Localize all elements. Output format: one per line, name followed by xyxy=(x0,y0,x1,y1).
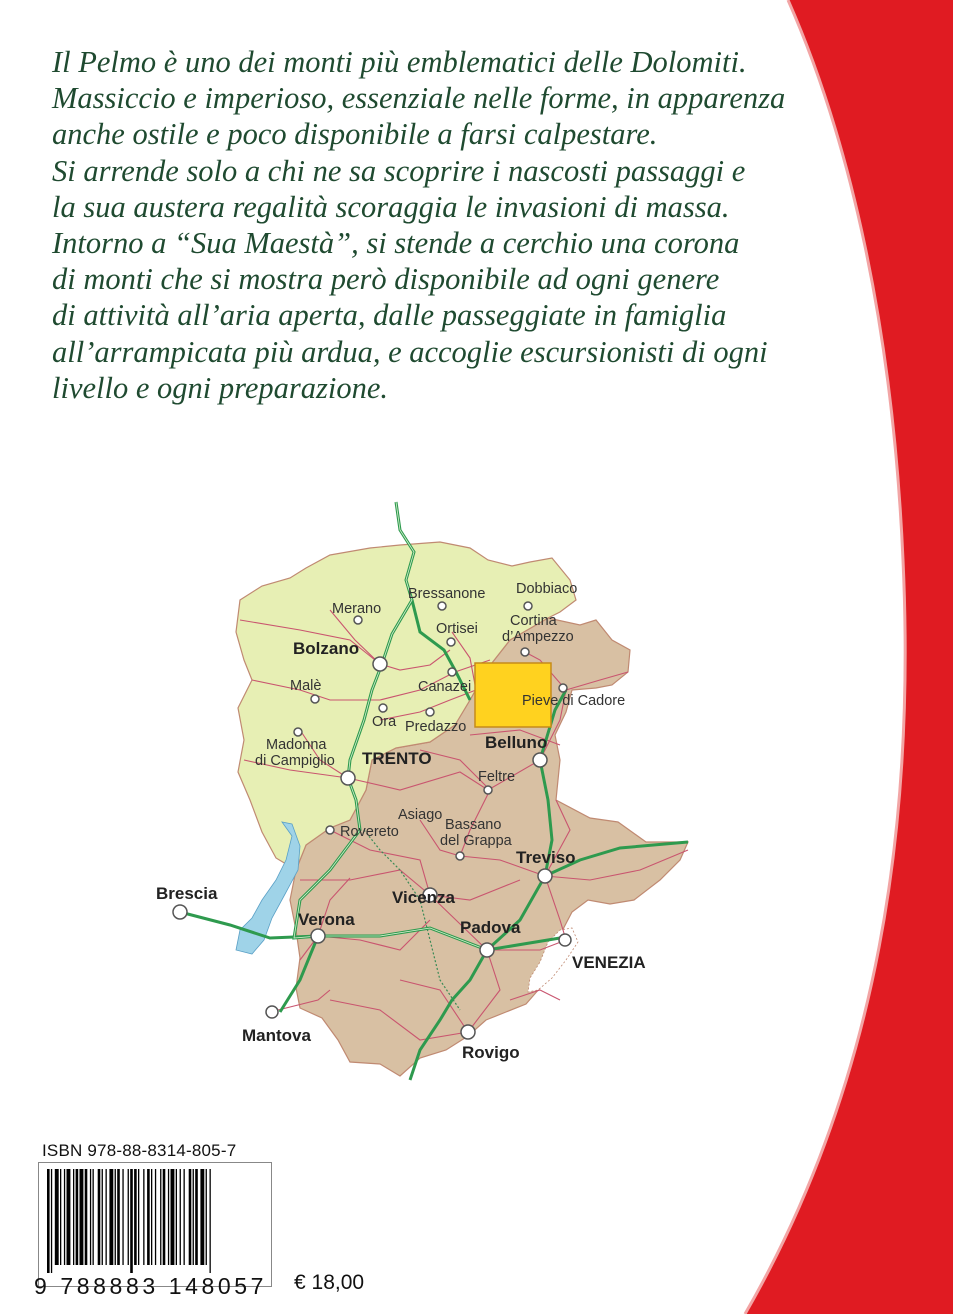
marker-brescia xyxy=(173,905,187,919)
label-bassano-1: Bassano xyxy=(445,817,502,833)
marker-dobbiaco xyxy=(524,602,532,610)
barcode-bar xyxy=(210,1169,211,1273)
marker-rovereto xyxy=(326,826,334,834)
marker-ora xyxy=(379,704,387,712)
marker-merano xyxy=(354,616,362,624)
label-vicenza: Vicenza xyxy=(392,888,456,907)
barcode-bar xyxy=(106,1169,107,1265)
barcode-bar xyxy=(206,1169,207,1265)
blurb-line: di monti che si mostra però disponibile ad ogni genere xyxy=(52,262,720,297)
blurb-line: Massiccio e imperioso, essenziale nelle forme, in apparenza xyxy=(52,81,786,116)
barcode-bar xyxy=(122,1169,123,1265)
label-ortisei: Ortisei xyxy=(436,621,478,637)
barcode-bar xyxy=(195,1169,198,1265)
barcode-bar xyxy=(151,1169,152,1265)
barcode-bar xyxy=(193,1169,194,1265)
barcode-bar xyxy=(160,1169,161,1265)
barcode-bar xyxy=(155,1169,156,1265)
marker-rovigo xyxy=(461,1025,475,1039)
barcode-bar xyxy=(130,1169,133,1273)
barcode-bar xyxy=(85,1169,88,1265)
cover-blurb xyxy=(52,44,786,406)
blurb-line: Intorno a “Sua Maestà”, si stende a cerchio una corona xyxy=(52,226,740,261)
isbn: ISBN 978-88-8314-805-7 xyxy=(42,1141,237,1160)
barcode-bar xyxy=(184,1169,185,1265)
label-asiago: Asiago xyxy=(398,807,443,823)
marker-belluno xyxy=(533,753,547,767)
marker-bolzano xyxy=(373,657,387,671)
blurb-line: livello e ogni preparazione. xyxy=(52,370,389,405)
barcode-bar xyxy=(189,1169,192,1265)
barcode-bar xyxy=(80,1169,84,1265)
barcode-bar xyxy=(102,1169,103,1265)
barcode-bar xyxy=(76,1169,79,1265)
price: € 18,00 xyxy=(294,1271,365,1294)
barcode-bar xyxy=(147,1169,150,1265)
marker-pieve xyxy=(559,684,567,692)
barcode-bar xyxy=(115,1169,116,1265)
region-map xyxy=(0,480,700,1100)
marker-canazei xyxy=(448,668,456,676)
label-bolzano: Bolzano xyxy=(293,639,360,658)
barcode-bar xyxy=(109,1169,113,1265)
barcode-bar xyxy=(180,1169,181,1265)
barcode-bar xyxy=(138,1169,139,1265)
barcode-bar xyxy=(90,1169,91,1265)
barcode-bar xyxy=(171,1169,175,1265)
marker-verona xyxy=(311,929,325,943)
barcode-bar xyxy=(60,1169,61,1265)
barcode-bars xyxy=(39,1163,271,1273)
label-ora: Ora xyxy=(372,714,397,730)
label-cortina-2: d’Ampezzo xyxy=(502,629,574,645)
barcode-bar xyxy=(143,1169,144,1265)
label-mantova: Mantova xyxy=(242,1026,311,1045)
blurb-line: di attività all’aria aperta, dalle passeggiate in famiglia xyxy=(52,298,727,333)
label-dobbiaco: Dobbiaco xyxy=(516,581,578,597)
marker-ortisei xyxy=(447,638,455,646)
marker-trento xyxy=(341,771,355,785)
label-predazzo: Predazzo xyxy=(405,719,467,735)
barcode-bar xyxy=(67,1169,71,1265)
label-cortina-1: Cortina xyxy=(510,613,557,629)
marker-predazzo xyxy=(426,708,434,716)
barcode-bar xyxy=(73,1169,74,1265)
label-pieve: Pieve di Cadore xyxy=(522,693,626,709)
label-venezia: VENEZIA xyxy=(572,953,646,972)
barcode-bar xyxy=(98,1169,101,1265)
label-belluno: Belluno xyxy=(485,733,548,752)
label-padova: Padova xyxy=(460,918,521,937)
label-bressanone: Bressanone xyxy=(408,586,486,602)
barcode-bar xyxy=(176,1169,177,1265)
marker-madonna xyxy=(294,728,302,736)
barcode-bar xyxy=(163,1169,166,1265)
label-trento: TRENTO xyxy=(362,749,432,768)
blurb-line: anche ostile e poco disponibile a farsi calpestare. xyxy=(52,117,658,152)
label-brescia: Brescia xyxy=(156,884,218,903)
blurb-line: all’arrampicata più ardua, e accoglie escursionisti di ogni xyxy=(52,334,768,369)
barcode-bar xyxy=(128,1169,129,1265)
marker-male xyxy=(311,695,319,703)
marker-bressanone xyxy=(438,602,446,610)
barcode-bar xyxy=(51,1169,52,1273)
barcode-bar xyxy=(134,1169,137,1265)
label-bassano-2: del Grappa xyxy=(440,833,512,849)
blurb-line: Il Pelmo è uno dei monti più emblematici delle Dolomiti. xyxy=(52,45,747,79)
label-feltre: Feltre xyxy=(478,769,516,785)
barcode xyxy=(38,1162,272,1287)
marker-mantova xyxy=(266,1006,278,1018)
blurb-line: Si arrende solo a chi ne sa scoprire i nascosti passaggi e xyxy=(52,153,746,188)
barcode-bar xyxy=(47,1169,50,1273)
marker-padova xyxy=(480,943,494,957)
marker-treviso xyxy=(538,869,552,883)
marker-feltre xyxy=(484,786,492,794)
label-canazei: Canazei xyxy=(418,679,472,695)
marker-venezia xyxy=(559,934,571,946)
marker-bassano xyxy=(456,852,464,860)
label-male: Malè xyxy=(290,678,322,694)
barcode-number: 9 788883 148057 xyxy=(34,1273,268,1299)
barcode-bar xyxy=(117,1169,120,1265)
label-treviso: Treviso xyxy=(516,848,576,867)
blurb-line: la sua austera regalità scoraggia le invasioni di massa. xyxy=(52,189,730,224)
label-merano: Merano xyxy=(332,601,382,617)
label-rovereto: Rovereto xyxy=(340,824,399,840)
barcode-bar xyxy=(64,1169,65,1265)
barcode-bar xyxy=(93,1169,94,1265)
label-verona: Verona xyxy=(298,910,355,929)
barcode-bar xyxy=(55,1169,59,1265)
barcode-bar xyxy=(200,1169,204,1265)
label-madonna-2: di Campiglio xyxy=(255,753,335,769)
barcode-bar xyxy=(168,1169,169,1265)
label-madonna-1: Madonna xyxy=(266,737,327,753)
marker-cortina xyxy=(521,648,529,656)
label-rovigo: Rovigo xyxy=(462,1043,520,1062)
